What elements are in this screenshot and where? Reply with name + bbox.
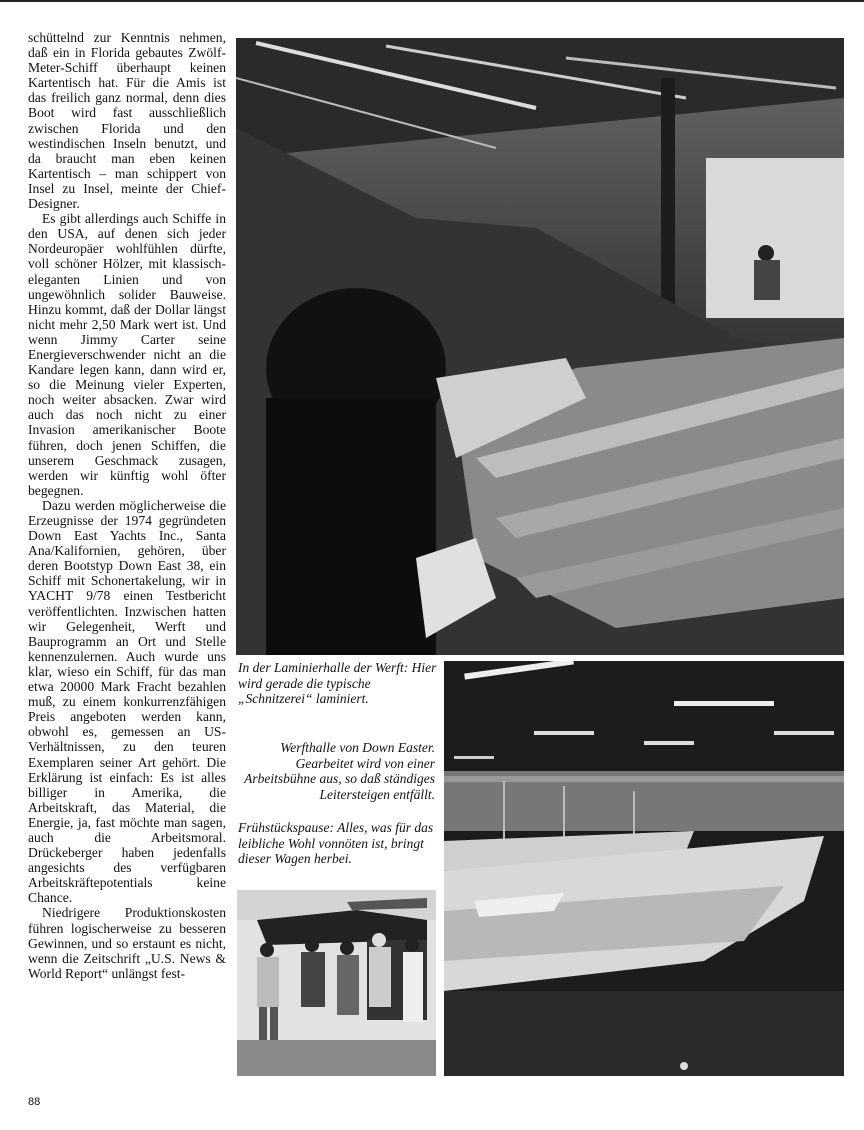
photo-lamination-hall — [236, 38, 844, 655]
article-paragraph: schüttelnd zur Kenntnis nehmen, daß ein in Florida gebautes Zwölf-Meter-Schiff überhaupt keinen Kartentisch hat. Für die Amis ist das freilich ganz normal, denn dies Boot wird fast ausschließlich zwischen Florida und den westindischen Inseln benutzt, und da braucht man eben keinen Kartentisch – man schippert von Insel zu Insel, meinte der Chief-Designer. — [28, 30, 226, 212]
page-number: 88 — [28, 1096, 41, 1108]
photo-yard-hall — [444, 661, 844, 1076]
caption-breakfast: Frühstückspause: Alles, was für das leibliche Wohl vonnöten ist, bringt dieser Wagen herbei. — [238, 820, 434, 866]
caption-hall: Werfthalle von Down Easter. Gearbeitet wird von einer Arbeitsbühne aus, so daß ständiges Leitersteigen entfällt. — [244, 740, 435, 802]
article-paragraph: Niedrigere Produktionskosten führen logischerweise zu besseren Gewinnen, und so erstaunt es nicht, wenn die Zeitschrift „U.S. News & World Report“ unlängst fest- — [28, 905, 226, 981]
article-paragraph: Es gibt allerdings auch Schiffe in den USA, auf denen sich jeder Nordeuropäer wohlfühlen dürfte, voll schöner Hölzer, mit klassisch-eleganten Linien und von ungewöhnlich solider Bauweise. Hinzu kommt, daß der Dollar längst nicht mehr 2,50 Mark wert ist. Und wenn Jimmy Carter seine Energieverschwender nicht an die Kandare legen kann, dann wird er, so die Meinung vieler Experten, noch weiter absacken. Zwar wird auch das noch nicht zu einer Invasion amerikanischer Boote führen, doch jenen Schiffen, die unserem Geschmack zusagen, werden wir künftig wohl öfter begegnen. — [28, 211, 226, 498]
top-rule — [0, 0, 864, 2]
photo-breakfast-cart — [237, 890, 436, 1076]
article-paragraph: Dazu werden möglicherweise die Erzeugnisse der 1974 gegründeten Down East Yachts Inc., Santa Ana/Kalifornien, gehören, über deren Bootstyp Down East 38, ein Schiff mit Schonertakelung, wir in YACHT 9/78 einen Testbericht veröffentlichten. Inzwischen hatten wir Gelegenheit, Werft und Bauprogramm an Ort und Stelle kennenzulernen. Auch wurde uns klar, wieso ein Schiff, für das man etwa 20000 Mark Fracht bezahlen muß, zu einem konkurrenzfähigen Preis angeboten werden kann, obwohl es, gemessen an US-Verhältnissen, zu den teuren Exemplaren seiner Art gehört. Die Erklärung ist einfach: Es ist alles billiger in Amerika, die Arbeitskraft, das Material, die Energie, ja, fast möchte man sagen, auch die Arbeitsmoral. Drückeberger haben jedenfalls angesichts des verfügbaren Arbeitskräftepotentials keine Chance. — [28, 497, 226, 906]
caption-lamination: In der Laminierhalle der Werft: Hier wird gerade die typische „Schnitzerei“ laminiert. — [238, 660, 437, 706]
article-column — [28, 30, 226, 981]
